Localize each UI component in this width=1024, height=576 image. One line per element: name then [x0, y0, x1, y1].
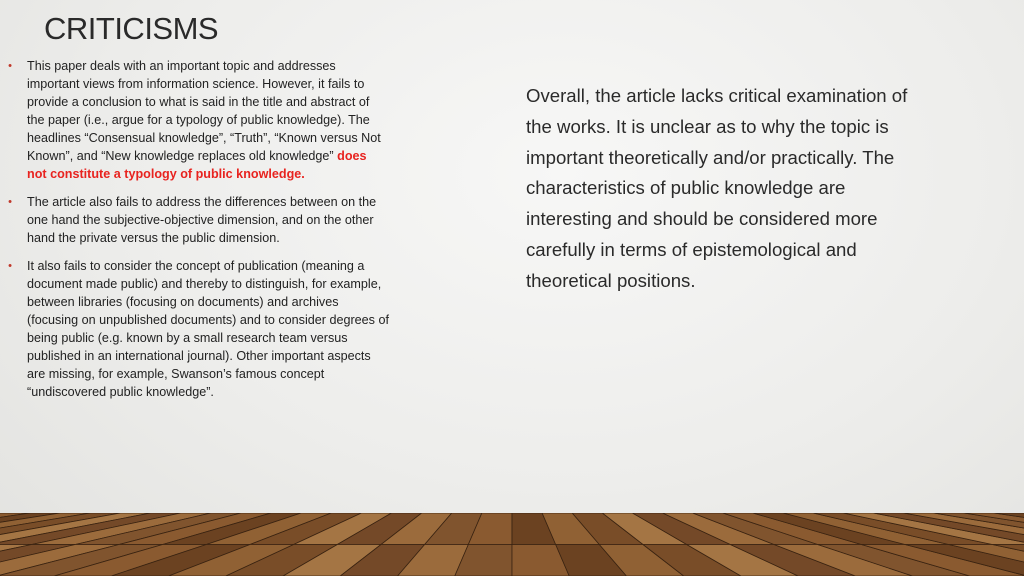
- bullet-marker-icon: •: [8, 60, 12, 72]
- bullet-item: [5, 57, 389, 183]
- wood-floor-graphic: [0, 513, 1024, 576]
- floor-shade: [0, 513, 1024, 576]
- bullet-marker-icon: •: [8, 196, 12, 208]
- bullet-emphasis: does not constitute a typology of public knowledge.: [27, 149, 367, 181]
- bullet-list: [5, 57, 389, 411]
- wood-floor: [0, 513, 1024, 576]
- bullet-text: The article also fails to address the differences between on the one hand the subjective-objective dimension, and on the other hand the private versus the public dimension.: [27, 195, 377, 245]
- bullet-marker-icon: •: [8, 260, 12, 272]
- summary-paragraph: Overall, the article lacks critical examination of the works. It is unclear as to why the topic is important theoretically and/or practically. The characteristics of public knowledge are interesting and should be considered more carefully in terms of epistemological and theoretical positions.: [526, 85, 908, 291]
- bullet-text: This paper deals with an important topic and addresses important views from information science. However, it fails to provide a conclusion to what is said in the title and abstract of the paper (i.e., argue for a typology of public knowledge). The headlines “Consensual knowledge”, “Truth”, “Known versus Not Known”, and “New knowledge replaces old knowledge”: [27, 59, 381, 163]
- bullet-item: [5, 193, 389, 247]
- slide-title: CRITICISMS: [44, 11, 219, 46]
- bullet-text: It also fails to consider the concept of publication (meaning a document made public) and thereby to distinguish, for example, between libraries (focusing on documents) and archives (focusing on unpublished documents) and to consider degrees of being public (e.g. known by a small research team versus published in an international journal). Other important aspects are missing, for example, Swanson’s famous concept “undiscovered public knowledge”.: [27, 259, 389, 399]
- bullet-item: [5, 257, 389, 401]
